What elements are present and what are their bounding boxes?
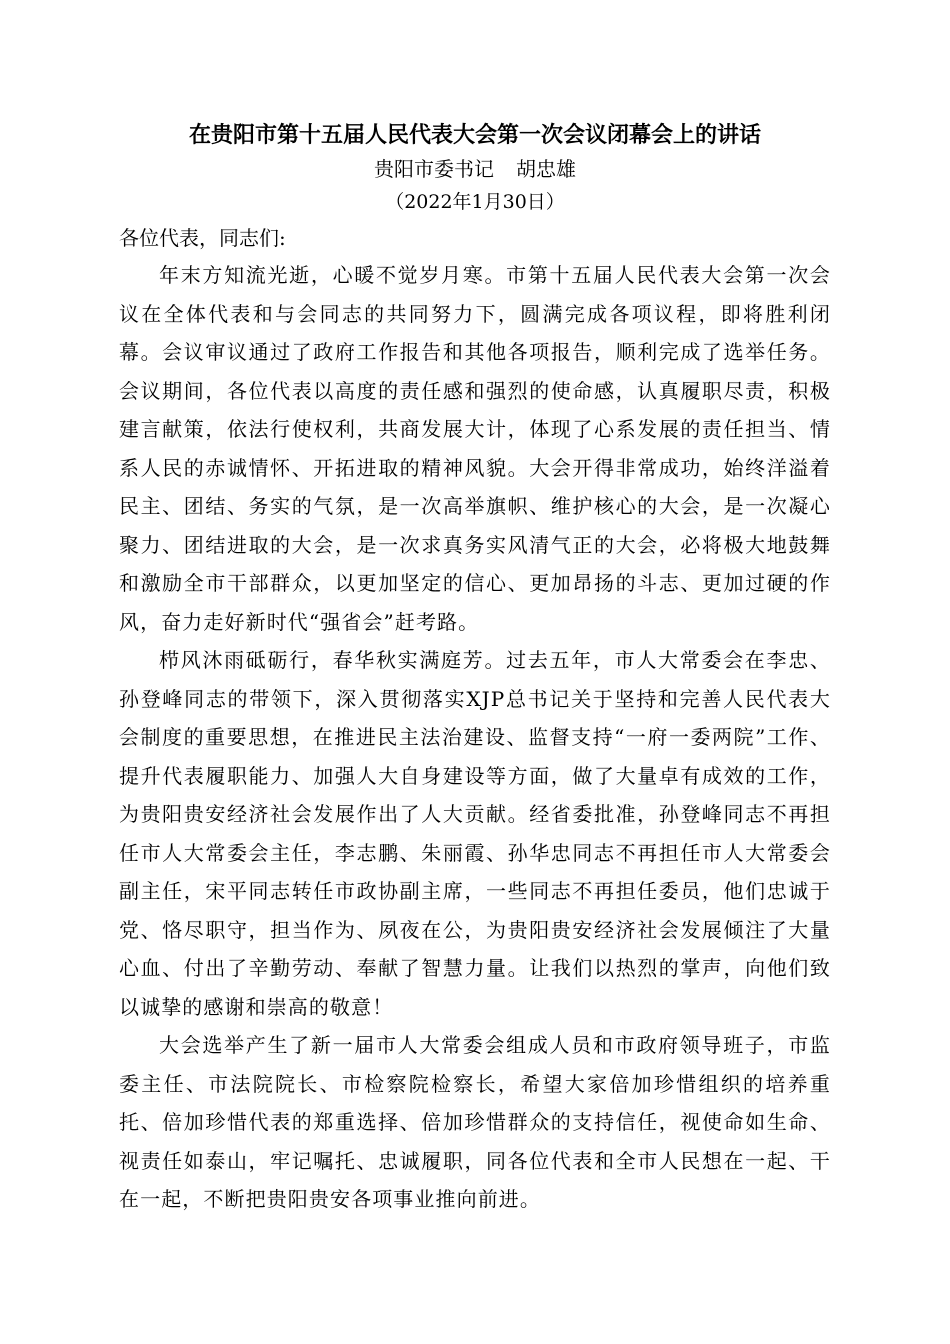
speaker-byline xyxy=(119,152,831,186)
speech-date: （2022年1月30日） xyxy=(385,191,565,213)
paragraph-2: 栉风沐雨砥砺行，春华秋实满庭芳。过去五年，市人大常委会在李忠、孙登峰同志的带领下，深入贯彻落实XJP总书记关于坚持和完善人民代表大会制度的重要思想，在推进民主法治建设、监督支持“一府一委两院”工作、提升代表履职能力、加强人大自身建设等方面，做了大量卓有成效的工作，为贵阳贵安经济社会发展作出了人大贡献。经省委批准，孙登峰同志不再担任市人大常委会主任，李志鹏、朱丽霞、孙华忠同志不再担任市人大常委会副主任，宋平同志转任市政协副主席，一些同志不再担任委员，他们忠诚于党、恪尽职守，担当作为、夙夜在公，为贵阳贵安经济社会发展倾注了大量心血、付出了辛勤劳动、奉献了智慧力量。让我们以热烈的掌声，向他们致以诚挚的感谢和崇高的敬意！ xyxy=(119,648,831,1019)
salutation: 各位代表，同志们: xyxy=(119,226,286,250)
speaker-role: 贵阳市委书记 xyxy=(374,157,494,181)
speaker-name: 胡忠雄 xyxy=(516,157,576,181)
paragraph-1: 年末方知流光逝，心暖不觉岁月寒。市第十五届人民代表大会第一次会议在全体代表和与会同志的共同努力下，圆满完成各项议程，即将胜利闭幕。会议审议通过了政府工作报告和其他各项报告，顺利完成了选举任务。会议期间，各位代表以高度的责任感和强烈的使命感，认真履职尽责，积极建言献策，依法行使权利，共商发展大计，体现了心系发展的责任担当、情系人民的赤诚情怀、开拓进取的精神风貌。大会开得非常成功，始终洋溢着民主、团结、务实的气氛，是一次高举旗帜、维护核心的大会，是一次凝心聚力、团结进取的大会，是一次求真务实风清气正的大会，必将极大地鼓舞和激励全市干部群众，以更加坚定的信心、更加昂扬的斗志、更加过硬的作风，奋力走好新时代“强省会”赶考路。 xyxy=(119,263,831,634)
document-page xyxy=(119,118,831,1219)
paragraph-3: 大会选举产生了新一届市人大常委会组成人员和市政府领导班子，市监委主任、市法院院长、市检察院检察长，希望大家倍加珍惜组织的培养重托、倍加珍惜代表的郑重选择、倍加珍惜群众的支持信任，视使命如生命、视责任如泰山，牢记嘱托、忠诚履职，同各位代表和全市人民想在一起、干在一起，不断把贵阳贵安各项事业推向前进。 xyxy=(119,1033,831,1211)
document-title: 在贵阳市第十五届人民代表大会第一次会议闭幕会上的讲话 xyxy=(188,122,761,148)
